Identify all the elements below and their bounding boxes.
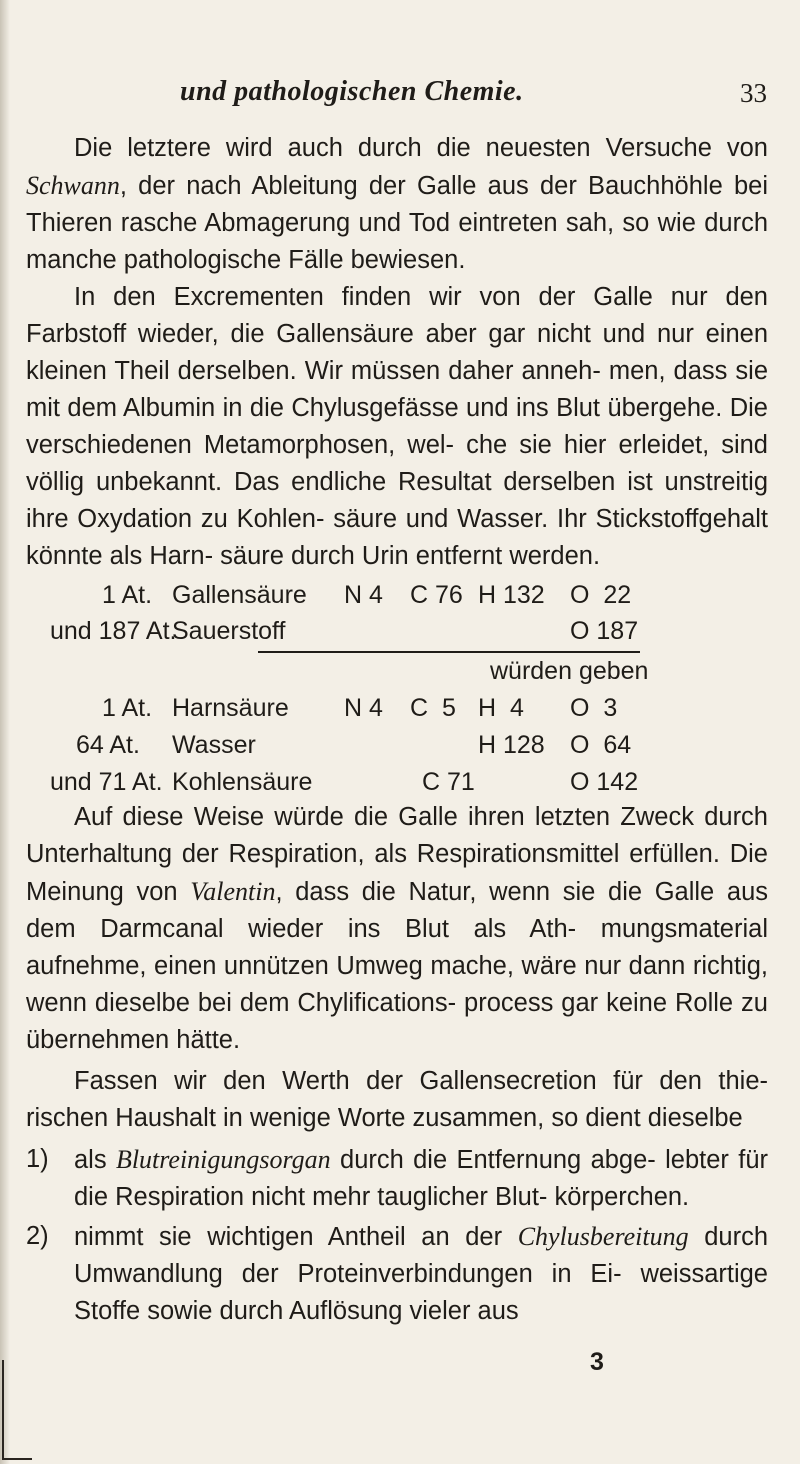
formula-result-label: würden geben (490, 657, 649, 685)
paragraph-4: Fassen wir den Werth der Gallensecretion für den thie- rischen Haushalt in wenige Worte zusammen, so dient dieselbe (26, 1067, 768, 1132)
term-chylusbereitung: Chylusbereitung (517, 1222, 689, 1251)
author-name-valentin: Valentin (190, 877, 276, 906)
body-text (26, 130, 768, 1330)
formula-substance: Harnsäure (172, 694, 289, 722)
paragraph-3 (26, 799, 768, 1059)
running-title: und pathologischen Chemie. (180, 76, 524, 107)
formula-substance: Sauerstoff (172, 617, 286, 645)
list-item-2 (26, 1218, 768, 1330)
list-text-b: durch die Entfernung abge- lebter für die Respiration nicht mehr tauglicher Blut- körperchen. (74, 1146, 768, 1211)
formula-lead: und 187 At. (50, 617, 177, 645)
chemical-equation (26, 575, 768, 799)
formula-row (26, 690, 768, 727)
formula-substance: Gallensäure (172, 581, 307, 609)
paragraph-3-text-a: Auf diese Weise würde die Galle ihren letzten Zweck durch Unterhaltung der Respiration, als Respirationsmittel erfüllen. Die Meinung von (26, 803, 768, 906)
formula-row (26, 653, 768, 690)
paragraph-1 (26, 130, 768, 279)
formula-oxygen: O 187 (570, 617, 639, 645)
page-number: 33 (740, 78, 767, 108)
formula-lead: 1 At. (102, 581, 153, 609)
formula-row (26, 577, 768, 614)
formula-carbon: C 71 (422, 768, 475, 796)
formula-oxygen: O 22 (570, 581, 632, 609)
list-text-a: als (74, 1146, 107, 1174)
formula-hydrogen: H 132 (478, 581, 545, 609)
formula-nitrogen: N 4 (344, 694, 383, 722)
formula-lead: und 71 At. (50, 768, 163, 796)
formula-lead: 64 At. (76, 731, 140, 759)
list-number: 2) (26, 1222, 49, 1250)
author-name-schwann: Schwann (26, 171, 120, 200)
formula-carbon: C 5 (410, 694, 456, 722)
formula-carbon: C 76 (410, 581, 463, 609)
paragraph-2: In den Excrementen finden wir von der Galle nur den Farbstoff wieder, die Gallensäure aber gar nicht und nur einen kleinen Theil derselben. Wir müssen daher anneh- men, dass sie mit dem Albumin in die Chylusgefässe und ins Blut übergehe. Die verschiedenen Metamorphosen, wel- che sie hier erleidet, sind völlig unbekannt. Das endliche Resultat derselben ist unstreitig ihre Oxydation zu Kohlen- säure und Wasser. Ihr Stickstoffgehalt könnte als Harn- säure durch Urin entfernt werden. (26, 283, 768, 570)
paragraph-1-text-b: , der nach Ableitung der Galle aus der Bauchhöhle bei Thieren rasche Abmagerung und Tod eintreten sah, so wie durch manche pathologische Fälle bewiesen. (26, 172, 768, 274)
signature-mark: 3 (590, 1348, 604, 1376)
list-number: 1) (26, 1145, 49, 1173)
formula-row (26, 727, 768, 764)
list-text-b: durch Umwandlung der Proteinverbindungen in Ei- weissartige Stoffe sowie durch Auflösung vieler aus (74, 1223, 769, 1325)
formula-row (26, 613, 768, 650)
formula-substance: Kohlensäure (172, 768, 313, 796)
crop-mark-horizontal (2, 1458, 32, 1460)
formula-substance: Wasser (172, 731, 256, 759)
formula-hydrogen: H 4 (478, 694, 524, 722)
list-item-1 (26, 1141, 768, 1216)
crop-mark-vertical (2, 1360, 4, 1460)
running-head (0, 76, 800, 116)
paragraph-3-text-b: , dass die Natur, wenn sie die Galle aus dem Darmcanal wieder ins Blut als Ath- mungsmaterial aufnehme, einen unnützen Umweg mache, wäre nur dann richtig, wenn dieselbe bei dem Chylifications- process gar keine Rolle zu übernehmen hätte. (26, 878, 769, 1054)
formula-oxygen: O 64 (570, 731, 632, 759)
formula-row (26, 764, 768, 801)
formula-oxygen: O 142 (570, 768, 639, 796)
term-blutreinigungsorgan: Blutreinigungsorgan (115, 1145, 331, 1174)
list-text-a: nimmt sie wichtigen Antheil an der (74, 1223, 503, 1251)
scan-edge-shadow (0, 0, 10, 1464)
formula-hydrogen: H 128 (478, 731, 545, 759)
paragraph-1-text-a: Die letztere wird auch durch die neuesten Versuche von (74, 134, 768, 162)
formula-oxygen: O 3 (570, 694, 618, 722)
formula-nitrogen: N 4 (344, 581, 383, 609)
formula-lead: 1 At. (102, 694, 153, 722)
